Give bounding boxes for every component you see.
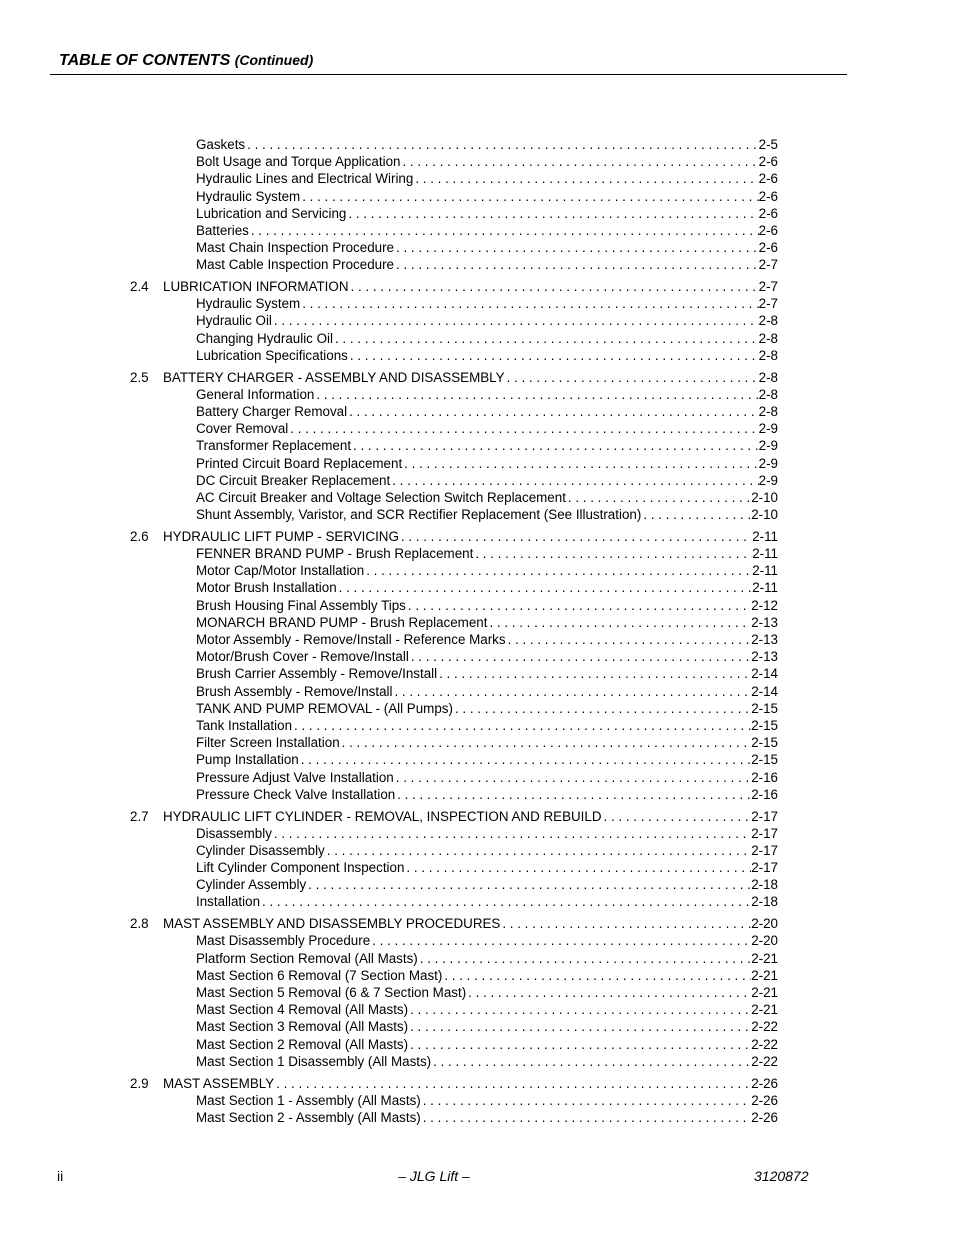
toc-entry-title: Printed Circuit Board Replacement (196, 455, 403, 471)
dot-leader (364, 562, 752, 579)
toc-entry-page: 2-6 (758, 188, 778, 204)
toc-entry-page: 2-17 (751, 842, 778, 858)
toc-entry-title: Cover Removal (196, 421, 289, 437)
toc-entry-page: 2-26 (751, 1075, 778, 1091)
dot-leader (399, 528, 752, 545)
toc-entry[interactable] (0, 489, 954, 506)
toc-entry-title: BATTERY CHARGER - ASSEMBLY AND DISASSEMBLY (163, 369, 505, 385)
toc-entry-title: Lift Cylinder Component Inspection (196, 860, 405, 876)
toc-entry-page: 2-8 (758, 313, 778, 329)
toc-entry-title: Cylinder Assembly (196, 877, 307, 893)
toc-entry-title: Pump Installation (196, 752, 299, 768)
dot-leader (351, 437, 759, 454)
dot-leader (394, 769, 751, 786)
toc-section (0, 136, 954, 274)
toc-entry-page: 2-13 (751, 632, 778, 648)
toc-entry-title: AC Circuit Breaker and Voltage Selection Switch Replacement (196, 489, 566, 505)
toc-entry[interactable] (0, 256, 954, 273)
dot-leader (500, 915, 751, 932)
dot-leader (292, 717, 751, 734)
dot-leader (408, 1001, 751, 1018)
footer-document-number: 3120872 (754, 1168, 809, 1184)
toc-section-heading[interactable] (0, 808, 954, 825)
toc-entry-title: Tank Installation (196, 717, 293, 733)
toc-entry-title: HYDRAULIC LIFT PUMP - SERVICING (163, 528, 399, 544)
dot-leader (370, 932, 751, 949)
dot-leader (314, 386, 758, 403)
toc-entry-title: Hydraulic System (196, 188, 301, 204)
toc-entry-title: DC Circuit Breaker Replacement (196, 472, 391, 488)
dot-leader (602, 808, 752, 825)
dot-leader (299, 751, 751, 768)
toc-entry[interactable] (0, 683, 954, 700)
dot-leader (566, 489, 751, 506)
toc-entry-title: Battery Charger Removal (196, 404, 348, 419)
toc-entry[interactable] (0, 330, 954, 347)
toc-entry-page: 2-22 (751, 1036, 778, 1052)
toc-entry[interactable] (0, 562, 954, 579)
toc-entry-title: Mast Section 5 Removal (6 & 7 Section Mast) (196, 984, 467, 1000)
toc-entry-title: Mast Cable Inspection Procedure (196, 257, 394, 273)
toc-entry-page: 2-9 (758, 438, 778, 454)
toc-entry-title: Hydraulic Oil (196, 313, 272, 329)
toc-entry[interactable] (0, 751, 954, 768)
toc-entry[interactable] (0, 786, 954, 803)
toc-entry[interactable] (0, 170, 954, 187)
toc-entry-title: LUBRICATION INFORMATION (163, 279, 349, 295)
toc-entry-page: 2-16 (751, 786, 778, 802)
dot-leader (394, 256, 759, 273)
toc-entry-title: Filter Screen Installation (196, 735, 340, 751)
toc-entry-title: Motor Assembly - Remove/Install - Reference Marks (196, 632, 506, 648)
toc-entry-title: Pressure Check Valve Installation (196, 786, 396, 802)
toc-entry-page: 2-13 (751, 614, 778, 630)
toc-section-number: 2.9 (130, 1075, 149, 1091)
toc-entry[interactable] (0, 506, 954, 523)
toc-entry-title: FENNER BRAND PUMP - Brush Replacement (196, 546, 474, 562)
dot-leader (272, 312, 759, 329)
toc-entry[interactable] (0, 205, 954, 222)
toc-section-number: 2.5 (130, 369, 149, 385)
toc-section-heading[interactable] (0, 369, 954, 386)
toc-entry-title: Pressure Adjust Valve Installation (196, 769, 394, 785)
toc-entry-title: Bolt Usage and Torque Application (196, 154, 401, 170)
dot-leader (413, 170, 758, 187)
toc-entry-page: 2-7 (758, 257, 778, 273)
toc-entry-page: 2-9 (758, 472, 778, 488)
toc-entry-page: 2-8 (758, 404, 778, 419)
toc-entry-title: Hydraulic System (196, 296, 301, 312)
toc-entry-page: 2-14 (751, 683, 778, 699)
toc-section-heading[interactable] (0, 278, 954, 295)
dot-leader (394, 239, 759, 256)
dot-leader (249, 222, 759, 239)
toc-entry[interactable] (0, 614, 954, 631)
toc-entry[interactable] (0, 842, 954, 859)
dot-leader (288, 420, 758, 437)
toc-entry-title: MAST ASSEMBLY AND DISASSEMBLY PROCEDURES (163, 916, 501, 932)
toc-entry[interactable] (0, 222, 954, 239)
toc-entry-title: Mast Section 2 - Assembly (All Masts) (196, 1109, 421, 1125)
toc-entry-page: 2-11 (752, 580, 778, 596)
toc-section-number: 2.6 (130, 528, 149, 544)
toc-entry[interactable] (0, 239, 954, 256)
dot-leader (348, 347, 759, 364)
footer-brand: – JLG Lift – (398, 1168, 470, 1184)
toc-entry-page: 2-11 (752, 528, 778, 544)
toc-entry-title: Disassembly (196, 825, 272, 841)
toc-section (0, 528, 954, 803)
toc-entry-page: 2-21 (751, 967, 778, 983)
toc-entry-page: 2-14 (751, 666, 778, 682)
toc-entry[interactable] (0, 1001, 954, 1018)
page-title-continued: (Continued) (234, 52, 314, 68)
dot-leader (300, 188, 758, 205)
toc-entry-title: Platform Section Removal (All Masts) (196, 950, 418, 966)
dot-leader (400, 153, 758, 170)
toc-entry[interactable] (0, 545, 954, 562)
dot-leader (421, 1092, 751, 1109)
toc-entry[interactable] (0, 403, 954, 420)
dot-leader (340, 734, 752, 751)
dot-leader (466, 984, 751, 1001)
dot-leader (272, 825, 751, 842)
toc-entry[interactable] (0, 1018, 954, 1035)
toc-section (0, 278, 954, 364)
page-footer (0, 1168, 954, 1188)
table-of-contents (0, 136, 954, 1131)
toc-entry[interactable] (0, 734, 954, 751)
dot-leader (506, 631, 752, 648)
dot-leader (453, 700, 751, 717)
toc-entry[interactable] (0, 312, 954, 329)
toc-entry-title: Mast Section 3 Removal (All Masts) (196, 1019, 409, 1035)
dot-leader (337, 579, 753, 596)
toc-entry-page: 2-5 (758, 137, 778, 152)
toc-entry[interactable] (0, 932, 954, 949)
toc-entry-title: Mast Section 4 Removal (All Masts) (196, 1002, 409, 1018)
toc-entry-page: 2-20 (751, 933, 778, 949)
toc-entry-page: 2-15 (751, 752, 778, 768)
dot-leader (421, 1109, 751, 1126)
toc-entry-title: Changing Hydraulic Oil (196, 330, 333, 346)
toc-entry-page: 2-22 (751, 1019, 778, 1035)
page-title (59, 52, 313, 70)
dot-leader (641, 506, 751, 523)
toc-entry-title: Installation (196, 894, 261, 910)
toc-entry-page: 2-17 (751, 808, 778, 824)
toc-section-heading[interactable] (0, 528, 954, 545)
toc-entry-page: 2-16 (751, 769, 778, 785)
toc-entry-page: 2-15 (751, 717, 778, 733)
dot-leader (473, 545, 752, 562)
toc-entry[interactable] (0, 1109, 954, 1126)
dot-leader (406, 597, 751, 614)
dot-leader (437, 665, 751, 682)
toc-entry-title: Shunt Assembly, Varistor, and SCR Rectifier Replacement (See Illustration) (196, 507, 642, 523)
page-header (50, 50, 847, 75)
toc-entry-page: 2-9 (758, 421, 778, 437)
dot-leader (395, 786, 751, 803)
dot-leader (402, 455, 758, 472)
toc-entry[interactable] (0, 648, 954, 665)
toc-entry[interactable] (0, 984, 954, 1001)
toc-entry-page: 2-18 (751, 894, 778, 910)
dot-leader (487, 614, 751, 631)
toc-entry-title: General Information (196, 386, 315, 402)
dot-leader (306, 876, 751, 893)
dot-leader (325, 842, 751, 859)
toc-entry[interactable] (0, 347, 954, 364)
dot-leader (404, 859, 751, 876)
toc-entry[interactable] (0, 1036, 954, 1053)
toc-entry-title: Motor Brush Installation (196, 580, 337, 596)
toc-entry-page: 2-15 (751, 700, 778, 716)
toc-entry-title: MAST ASSEMBLY (163, 1075, 275, 1091)
toc-entry[interactable] (0, 769, 954, 786)
toc-entry[interactable] (0, 386, 954, 403)
toc-entry-page: 2-15 (751, 735, 778, 751)
toc-entry[interactable] (0, 717, 954, 734)
toc-entry-title: Hydraulic Lines and Electrical Wiring (196, 171, 414, 187)
dot-leader (349, 278, 759, 295)
toc-section-number: 2.4 (130, 279, 149, 295)
toc-section-heading[interactable] (0, 915, 954, 932)
toc-entry-page: 2-8 (758, 386, 778, 402)
toc-entry-title: Gaskets (196, 137, 246, 152)
toc-entry-title: Brush Carrier Assembly - Remove/Install (196, 666, 438, 682)
dot-leader (418, 950, 751, 967)
toc-entry-title: Mast Section 1 Disassembly (All Masts) (196, 1053, 432, 1069)
dot-leader (442, 967, 751, 984)
dot-leader (408, 1036, 751, 1053)
toc-entry-page: 2-6 (758, 205, 778, 221)
dot-leader (392, 683, 751, 700)
toc-entry-title: Mast Chain Inspection Procedure (196, 240, 394, 256)
toc-entry[interactable] (0, 825, 954, 842)
toc-entry[interactable] (0, 950, 954, 967)
toc-entry[interactable] (0, 437, 954, 454)
toc-entry-page: 2-11 (752, 563, 778, 579)
toc-section-number: 2.7 (130, 808, 149, 824)
toc-entry-title: HYDRAULIC LIFT CYLINDER - REMOVAL, INSPECTION AND REBUILD (163, 808, 602, 824)
toc-entry[interactable] (0, 597, 954, 614)
toc-entry-page: 2-6 (758, 222, 778, 238)
toc-entry[interactable] (0, 665, 954, 682)
toc-entry-page: 2-6 (758, 154, 778, 170)
toc-entry-title: Mast Disassembly Procedure (196, 933, 371, 949)
toc-entry-page: 2-21 (751, 1002, 778, 1018)
toc-entry-page: 2-10 (751, 489, 778, 505)
toc-entry-page: 2-8 (758, 330, 778, 346)
toc-section-heading[interactable] (0, 1075, 954, 1092)
footer-page-number: ii (57, 1168, 64, 1184)
toc-entry-page: 2-6 (758, 240, 778, 256)
toc-entry-title: Motor Cap/Motor Installation (196, 563, 365, 579)
toc-entry[interactable] (0, 1092, 954, 1109)
toc-entry-page: 2-8 (758, 369, 778, 385)
toc-entry-title: Mast Section 2 Removal (All Masts) (196, 1036, 409, 1052)
toc-section-number: 2.8 (130, 916, 149, 932)
toc-entry[interactable] (0, 136, 954, 153)
toc-entry-page: 2-7 (758, 279, 778, 295)
toc-entry-title: Batteries (196, 222, 249, 238)
toc-entry-page: 2-17 (751, 825, 778, 841)
toc-entry[interactable] (0, 153, 954, 170)
page-title-text: TABLE OF CONTENTS (59, 52, 231, 69)
toc-entry-title: Brush Housing Final Assembly Tips (196, 597, 406, 613)
toc-entry[interactable] (0, 188, 954, 205)
toc-entry-title: Motor/Brush Cover - Remove/Install (196, 649, 409, 665)
toc-entry[interactable] (0, 295, 954, 312)
toc-entry-title: Transformer Replacement (196, 438, 352, 454)
toc-entry[interactable] (0, 1053, 954, 1070)
toc-entry-page: 2-8 (758, 347, 778, 363)
toc-entry-page: 2-22 (751, 1053, 778, 1069)
toc-entry[interactable] (0, 859, 954, 876)
toc-entry[interactable] (0, 967, 954, 984)
dot-leader (346, 205, 758, 222)
toc-entry-page: 2-11 (752, 546, 778, 562)
toc-entry-page: 2-10 (751, 507, 778, 523)
dot-leader (245, 136, 759, 153)
toc-entry[interactable] (0, 631, 954, 648)
toc-entry-page: 2-21 (751, 984, 778, 1000)
toc-entry[interactable] (0, 420, 954, 437)
toc-entry-title: Mast Section 6 Removal (7 Section Mast) (196, 967, 443, 983)
toc-entry-page: 2-7 (758, 296, 778, 312)
toc-entry-page: 2-12 (751, 597, 778, 613)
toc-entry-page: 2-21 (751, 950, 778, 966)
toc-entry-page: 2-6 (758, 171, 778, 187)
dot-leader (333, 330, 759, 347)
toc-section (0, 1075, 954, 1127)
toc-entry-title: Brush Assembly - Remove/Install (196, 683, 393, 699)
dot-leader (431, 1053, 751, 1070)
dot-leader (409, 648, 751, 665)
dot-leader (408, 1018, 751, 1035)
toc-entry-title: Lubrication Specifications (196, 347, 348, 363)
toc-entry-page: 2-26 (751, 1109, 778, 1125)
toc-entry[interactable] (0, 472, 954, 489)
dot-leader (347, 403, 759, 420)
toc-entry[interactable] (0, 893, 954, 910)
toc-entry-page: 2-17 (751, 860, 778, 876)
dot-leader (260, 893, 751, 910)
dot-leader (505, 369, 759, 386)
toc-entry-title: MONARCH BRAND PUMP - Brush Replacement (196, 614, 488, 630)
toc-entry-page: 2-9 (758, 455, 778, 471)
toc-entry-page: 2-13 (751, 649, 778, 665)
toc-entry-title: TANK AND PUMP REMOVAL - (All Pumps) (196, 700, 453, 716)
toc-entry-title: Mast Section 1 - Assembly (All Masts) (196, 1092, 421, 1108)
toc-entry-page: 2-20 (751, 916, 778, 932)
toc-section (0, 369, 954, 524)
toc-entry-title: Cylinder Disassembly (196, 842, 325, 858)
dot-leader (274, 1075, 751, 1092)
dot-leader (390, 472, 758, 489)
toc-section (0, 808, 954, 911)
toc-entry[interactable] (0, 700, 954, 717)
toc-entry[interactable] (0, 579, 954, 596)
toc-section (0, 915, 954, 1070)
toc-entry-page: 2-18 (751, 877, 778, 893)
toc-entry-page: 2-26 (751, 1092, 778, 1108)
dot-leader (300, 295, 758, 312)
toc-entry[interactable] (0, 455, 954, 472)
toc-entry-title: Lubrication and Servicing (196, 205, 347, 221)
toc-entry[interactable] (0, 876, 954, 893)
